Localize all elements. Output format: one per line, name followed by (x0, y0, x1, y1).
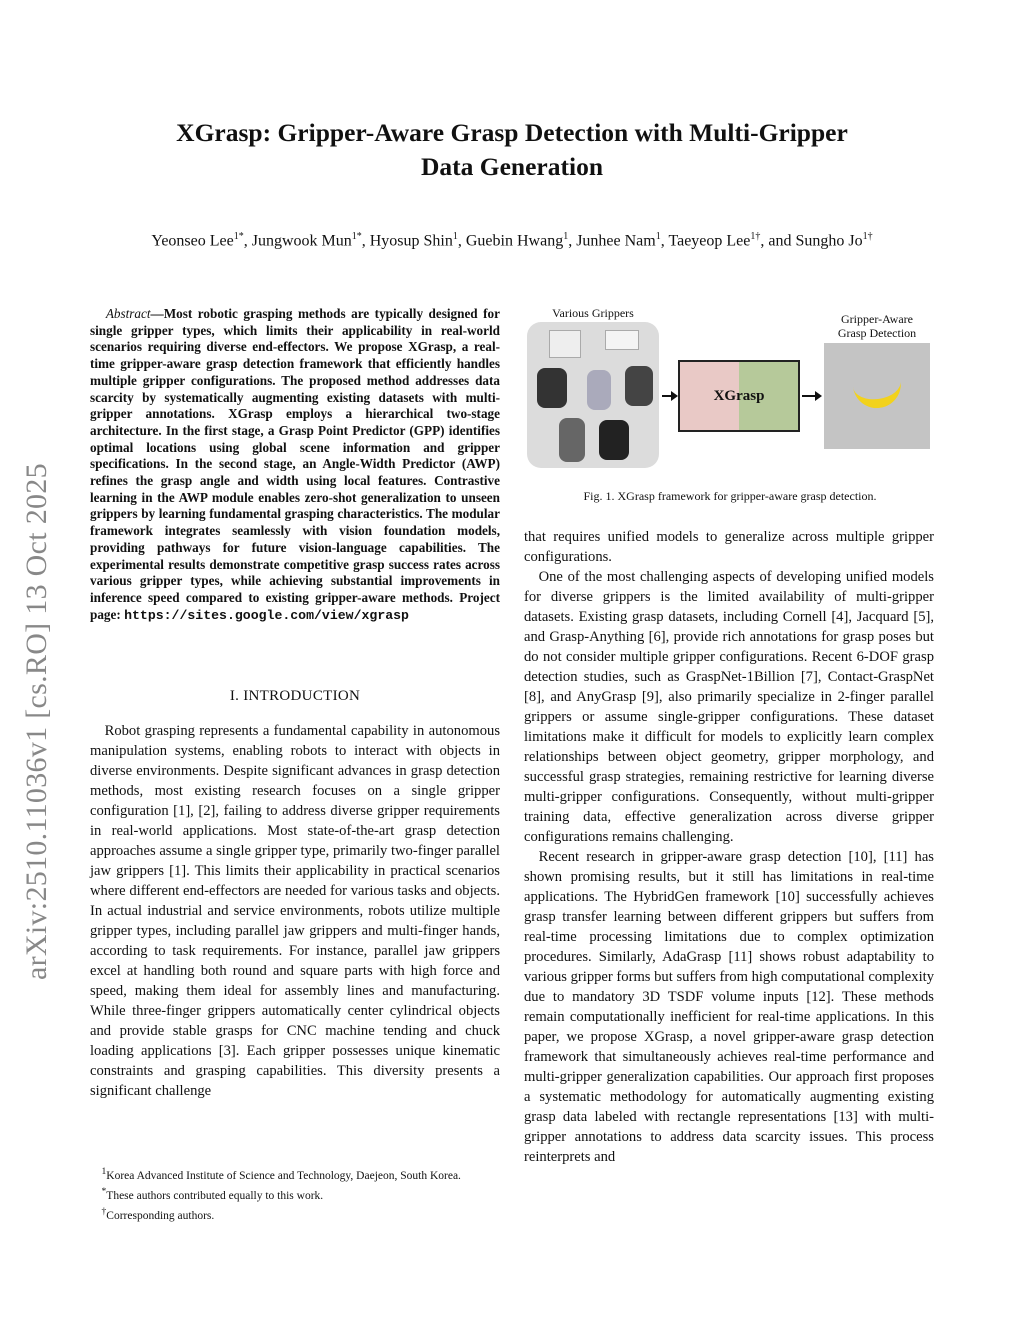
author-affiliation-mark: 1† (750, 231, 761, 242)
right-column-body (524, 527, 934, 1167)
abstract-dash: — (150, 306, 164, 321)
paragraph: One of the most challenging aspects of developing unified models for diverse grippers is the limited availability of multi-gripper datasets. Existing grasp datasets, including Cornell [4], Jacquard [5], and Grasp-Anything [6], provide rich annotations for grasp poses but do not consider multiple gripper configurations. Recent 6-DOF grasp detection studies, such as GraspNet-1Billion [7], Contact-GraspNet [8], and AnyGrasp [9], also primarily specialize in 2-finger parallel grippers or assume single-gripper configurations. These dataset limitations make it difficult for models to explicitly learn complex relationships between object geometry, gripper morphology, and successful grasp strategies, remaining restrictive for learning diverse multi-gripper configurations. Consequently, without multi-gripper training data, effective generalization across diverse gripper configurations remains challenging. (524, 569, 934, 845)
author-name: and Sungho Jo (768, 232, 863, 250)
author-affiliation-mark: 1 (655, 231, 661, 242)
gripper-image (599, 420, 629, 460)
author-affiliation-mark: 1 (563, 231, 569, 242)
gripper-image (537, 368, 567, 408)
author-name: Junhee Nam (576, 232, 656, 250)
project-url-link[interactable]: https://sites.google.com/view/xgrasp (124, 607, 409, 623)
author-affiliation-mark: 1* (351, 231, 362, 242)
author-affiliation-mark: 1 (452, 231, 458, 242)
xgrasp-label: XGrasp (713, 387, 765, 404)
author-name: Yeonseo Lee (151, 232, 234, 250)
footnote-equal-contribution: *These authors contributed equally to this work. (101, 1185, 324, 1202)
title-line-1: XGrasp: Gripper-Aware Grasp Detection with Multi-Gripper (176, 118, 848, 147)
author-name: Taeyeop Lee (668, 232, 751, 250)
abstract (90, 306, 500, 624)
section-heading-introduction: I. INTRODUCTION (229, 688, 361, 704)
gripper-image (625, 366, 653, 406)
gripper-image (587, 370, 611, 410)
paper-title (100, 116, 924, 184)
gripper-image (559, 418, 585, 462)
grippers-image (527, 322, 659, 468)
abstract-text: Most robotic grasping methods are typically designed for single gripper types, which limits their applicability in real-world scenarios requiring diverse end-effectors. We propose XGrasp, a real-time gripper-aware grasp detection framework that efficiently handles multiple gripper configurations. The proposed method addresses data scarcity by systematically augmenting existing datasets with multi-gripper annotations. XGrasp employs a hierarchical two-stage architecture. In the first stage, a Grasp Point Predictor (GPP) identifies optimal locations using global scene information and gripper specifications. In the second stage, an Angle-Width Predictor (AWP) refines the grasp angle and width using local features. Contrastive learning in the AWP module enables zero-shot generalization to unseen grippers by learning fundamental grasping characteristics. The modular framework integrates seamlessly with vision foundation models, providing pathways for future vision-language capabilities. The experimental results demonstrate competitive grasp success rates across various gripper types, while achieving substantial improvements in inference speed compared to existing gripper-aware methods. Project page: (90, 306, 500, 622)
author-affiliation-mark: 1† (862, 231, 873, 242)
gripper-image (549, 330, 581, 358)
left-column-body (90, 721, 500, 1101)
abstract-label: Abstract (105, 306, 151, 321)
arrow-icon (662, 395, 674, 397)
author-list: Yeonseo Lee$^{1*}$, Jungwook Mun$^{1*}$, Hyosup Shin$^1$, Guebin Hwang$^1$, Junhee Nam$^1$, Taeyeop Lee$^{1\dagger}$, and Sungho $Jo^{1\dagger}$ (151, 231, 873, 250)
title-line-2: Data Generation (420, 152, 603, 181)
paragraph: that requires unified models to generalize across multiple gripper configurations. (524, 529, 934, 565)
author-affiliation-mark: 1* (233, 231, 244, 242)
figure-caption: Fig. 1. XGrasp framework for gripper-aware grasp detection. (583, 489, 877, 503)
paragraph: Robot grasping represents a fundamental capability in autonomous manipulation systems, enabling robots to interact with objects in diverse environments. Despite significant advances in grasp detection methods, most existing research focuses on a single gripper configuration [1], [2], failing to address diverse gripper requirements in real-world applications. Most state-of-the-art grasp detection approaches assume a single gripper type, primarily two-finger parallel jaw grippers [1]. This limits their applicability in practical scenarios where different end-effectors are needed for various tasks and objects. In actual industrial and service environments, robots utilize multiple gripper types, including parallel jaw grippers and multi-finger hands, according to task requirements. For instance, parallel jaw grippers excel at handling both round and square parts with high force and speed, making them ideal for assembly lines and manufacturing. While three-finger grippers automatically center cylindrical objects and provide stable grasps for CNC machine tending and chuck loading applications [3]. Each gripper possesses unique kinematic constraints and grasping capabilities. This diversity presents a significant challenge (90, 723, 500, 1099)
arxiv-stamp: arXiv:2510.11036v1 [cs.RO] 13 Oct 2025 (20, 463, 53, 980)
gripper-image (605, 330, 639, 350)
footnote-affiliation: $^1$Korea Advanced Institute of Science and Technology, Daejeon, South Korea. (101, 1166, 461, 1182)
figure-1 (524, 302, 936, 482)
paragraph: Recent research in gripper-aware grasp detection [10], [11] has shown promising results, but it still has limitations in real-time applications. The HybridGen framework [10] successfully achieves grasp transfer learning between different grippers but suffers from real-time processing limitations due to complex optimization procedures. Similarly, AdaGrasp [11] shows robust adaptability to various gripper forms but suffers from high computational complexity due to mandatory 3D TSDF volume inputs [12]. These methods remain computationally inefficient for real-time applications. In this paper, we propose XGrasp, a novel gripper-aware grasp detection framework that simultaneously achieves real-time performance and multi-gripper generalization capabilities. Our approach first proposes a systematic methodology for automatically augmenting existing grasp data labeled with rectangle representations [13] with multi-gripper annotations to address data scarcity issues. This process reinterprets and (524, 849, 934, 1165)
author-name: Jungwook Mun (251, 232, 352, 250)
author-name: Guebin Hwang (465, 232, 564, 250)
various-grippers-label: Various Grippers (552, 306, 634, 320)
footnotes (90, 1164, 500, 1223)
output-label: Gripper-Aware Grasp Detection (837, 312, 917, 340)
author-name: Hyosup Shin (369, 232, 453, 250)
arrow-icon (802, 395, 818, 397)
footnote-corresponding: †Corresponding authors. (101, 1205, 215, 1222)
